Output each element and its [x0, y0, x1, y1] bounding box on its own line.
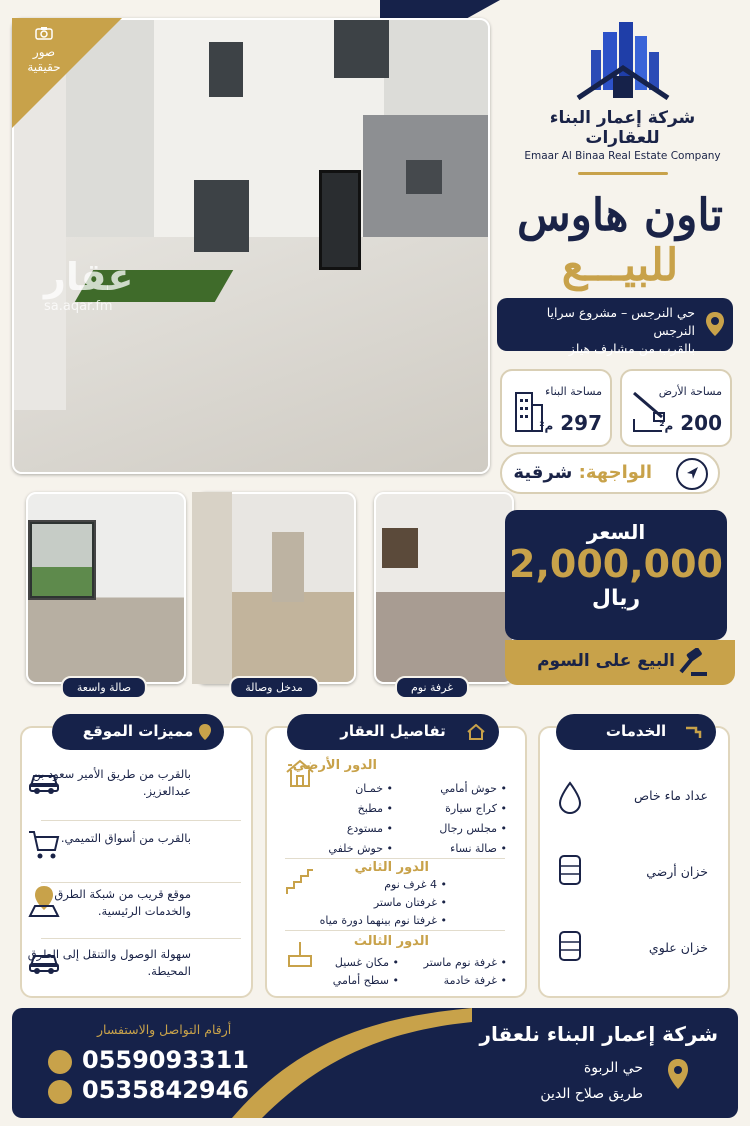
building-area-card [500, 369, 612, 447]
service-item: خزان أرضي [646, 864, 708, 879]
location-feature-item: بالقرب من أسواق التميمي. [21, 822, 241, 882]
location-features-header: مميزات الموقع [52, 714, 224, 750]
buildings-logo-icon [573, 20, 673, 100]
tank-icon [556, 852, 584, 888]
photo-bedroom[interactable] [350, 492, 514, 697]
auction-banner [505, 640, 735, 685]
gavel-icon [677, 648, 709, 678]
roof-icon [285, 938, 315, 968]
photo-label: غرفة نوم [395, 676, 469, 699]
service-item: خزان علوي [648, 940, 708, 955]
divider [578, 172, 668, 175]
building-area-label: مساحة البناء [545, 385, 602, 398]
phone-number[interactable]: 0559093311 [82, 1046, 249, 1074]
map-pin-icon [666, 1058, 690, 1090]
stairs-icon [285, 866, 315, 896]
land-area-card [620, 369, 732, 447]
compass-icon [676, 458, 708, 490]
home-icon [467, 724, 485, 740]
building-area-value: 297 م² [539, 411, 602, 435]
company-name-ar: شركة إعمار البناء للعقارات [549, 108, 696, 148]
price-value: 2,000,000 [509, 542, 723, 586]
floor-title-ground: الدور الأرضي- [287, 758, 377, 773]
location-feature-item: موقع قريب من شبكة الطرق والخدمات الرئيسية. [21, 878, 241, 938]
phone-icon [48, 1080, 72, 1104]
floor-title-second: الدور الثاني [354, 860, 429, 875]
facade-pill [500, 452, 720, 494]
services-header: الخدمات [556, 714, 716, 750]
faucet-icon [684, 722, 702, 740]
car-icon [27, 764, 61, 798]
auction-label: البيع على السوم [537, 651, 675, 671]
location-feature-item: بالقرب من طريق الأمير سعود بن عبدالعزيز. [21, 758, 241, 818]
phone-icon [48, 1050, 72, 1074]
home-icon [285, 758, 315, 788]
shopping-cart-icon [27, 828, 61, 862]
phone-number[interactable]: 0535842946 [82, 1076, 249, 1104]
top-decoration [380, 0, 500, 20]
location-feature-item: سهولة الوصول والتنقل إلى الطرق المحيطة. [21, 938, 241, 998]
watermark-brand: عقار [44, 255, 134, 299]
map-pin-icon [198, 723, 212, 741]
services-panel [538, 722, 730, 998]
main-property-photo[interactable] [12, 18, 490, 474]
floor-title-third: الدور الثالث [353, 934, 429, 949]
map-pin-icon [705, 311, 725, 337]
headline-type: تاون هاوس [516, 190, 724, 241]
price-currency: ريال [591, 585, 641, 611]
location-features-panel [20, 722, 253, 998]
footer-address-district: حي الربوة [583, 1060, 643, 1076]
footer-company-name: شركة إعمار البناء نلعقار [479, 1022, 718, 1046]
real-photos-label: صور حقيقية [22, 26, 66, 76]
company-logo [510, 20, 735, 175]
building-icon [510, 387, 546, 433]
property-details-panel: تفاصيل العقار الدور الأرضي- • حوش أمامي • كراج سيارة • مجلس رجال • صالة نساء • خمـان • مطبخ • مستودع • حوش خلفي الدور الثاني • 4 غرف نوم • غرفتان ماستر • غرفتا نوم بينهما دورة مياه الدور الثالث • غرفة نوم ماستر • غرفة خادمة • مكان غسيل • سطح أمامي [265, 726, 527, 998]
tank-icon [556, 928, 584, 964]
car-icon [27, 944, 61, 978]
property-details-header: تفاصيل العقار [287, 714, 499, 750]
price-label: السعر [586, 520, 646, 544]
decorative-swoosh [212, 1008, 472, 1118]
land-area-value: 200 م² [659, 411, 722, 435]
contact-label: أرقام التواصل والاستفسار [97, 1022, 232, 1037]
footer-address-street: طريق صلاح الدين [540, 1086, 643, 1102]
location-line2: بالقرب من مشارف هيلز [568, 341, 695, 357]
service-item: عداد ماء خاص [633, 788, 708, 803]
company-name-en: Emaar Al Binaa Real Estate Company [524, 150, 721, 162]
headline-sale: للبيـــع [561, 240, 679, 291]
facade-text: الواجهة: شرقية [513, 462, 652, 483]
location-line1: حي النرجس – مشروع سرايا النرجس [546, 305, 695, 339]
water-drop-icon [556, 780, 584, 816]
photo-living-room[interactable] [22, 492, 186, 697]
watermark [44, 255, 133, 314]
photo-label: صالة واسعة [61, 676, 147, 699]
location-box [497, 298, 733, 357]
price-box [505, 510, 727, 640]
footer [12, 1008, 738, 1118]
land-area-label: مساحة الأرض [658, 385, 722, 398]
map-pin-icon [27, 884, 61, 918]
photo-entrance-hall[interactable] [192, 492, 356, 697]
land-measure-icon [630, 387, 666, 433]
watermark-site: sa.aqar.fm [44, 299, 113, 314]
photo-label: مدخل وصالة [229, 676, 319, 699]
camera-icon [35, 26, 53, 40]
